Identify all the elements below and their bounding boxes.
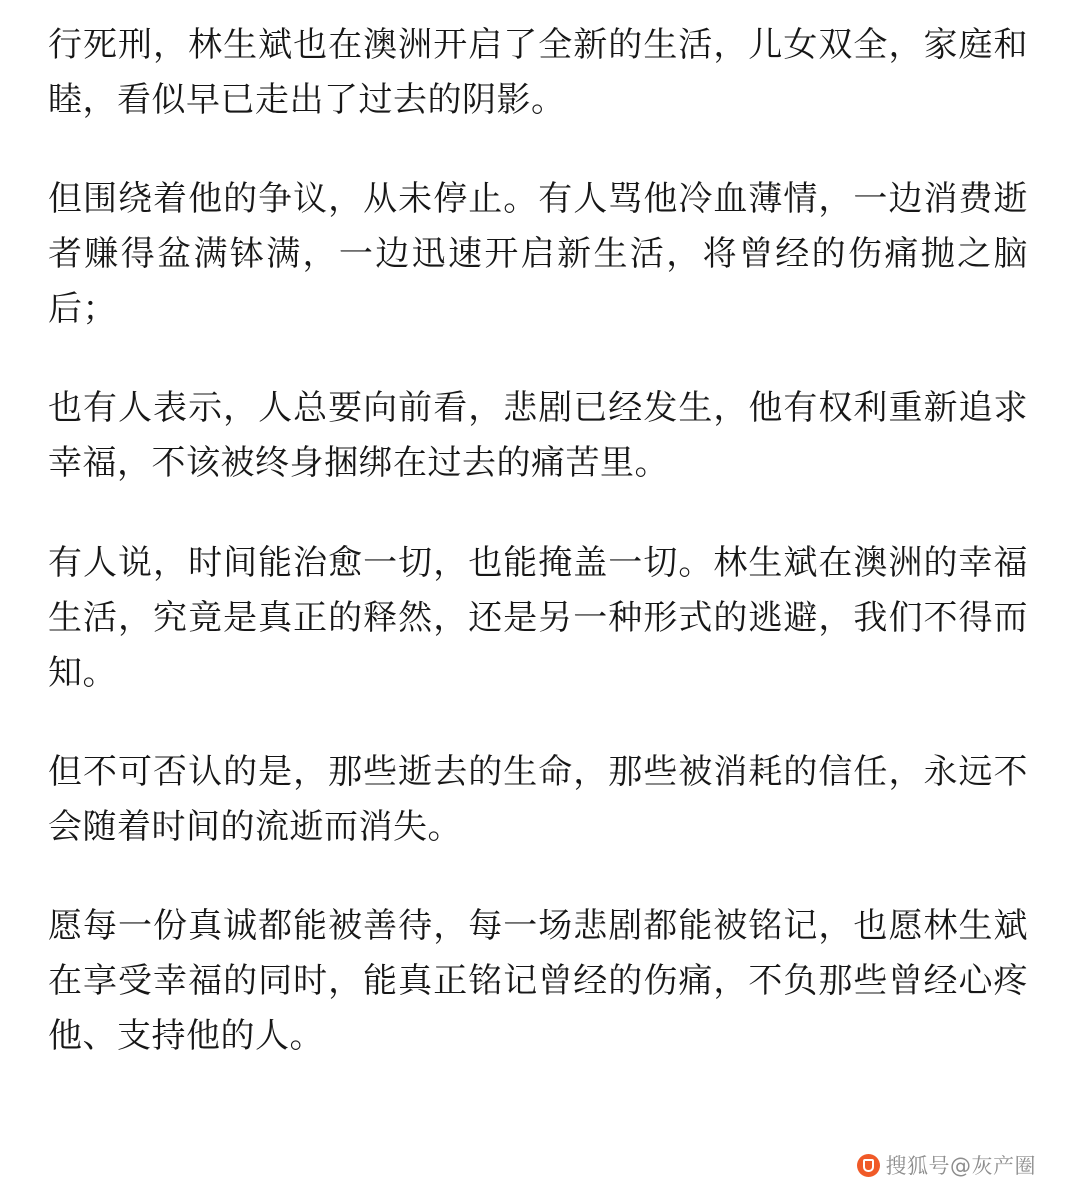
article-paragraph: 有人说，时间能治愈一切，也能掩盖一切。林生斌在澳洲的幸福生活，究竟是真正的释然，还是另一种形式的逃避，我们不得而知。: [48, 542, 1028, 693]
sohu-logo-icon: [857, 1154, 880, 1177]
article-paragraph: 行死刑，林生斌也在澳洲开启了全新的生活，儿女双全，家庭和睦，看似早已走出了过去的阴影。: [48, 25, 1028, 121]
article-paragraph: 愿每一份真诚都能被善待，每一场悲剧都能被铭记，也愿林生斌在享受幸福的同时，能真正铭记曾经的伤痛，不负那些曾经心疼他、支持他的人。: [48, 905, 1028, 1057]
article-paragraph: 但不可否认的是，那些逝去的生命，那些被消耗的信任，永远不会随着时间的流逝而消失。: [48, 751, 1028, 847]
article-paragraph: 但围绕着他的争议，从未停止。有人骂他冷血薄情，一边消费逝者赚得盆满钵满，一边迅速开启新生活，将曾经的伤痛抛之脑后；: [48, 179, 1028, 330]
watermark: [857, 1150, 1037, 1180]
watermark-label: 搜狐号@灰产圈: [885, 1154, 1036, 1178]
article-paragraph: 也有人表示，人总要向前看，悲剧已经发生，他有权利重新追求幸福，不该被终身捆绑在过去的痛苦里。: [48, 388, 1028, 484]
